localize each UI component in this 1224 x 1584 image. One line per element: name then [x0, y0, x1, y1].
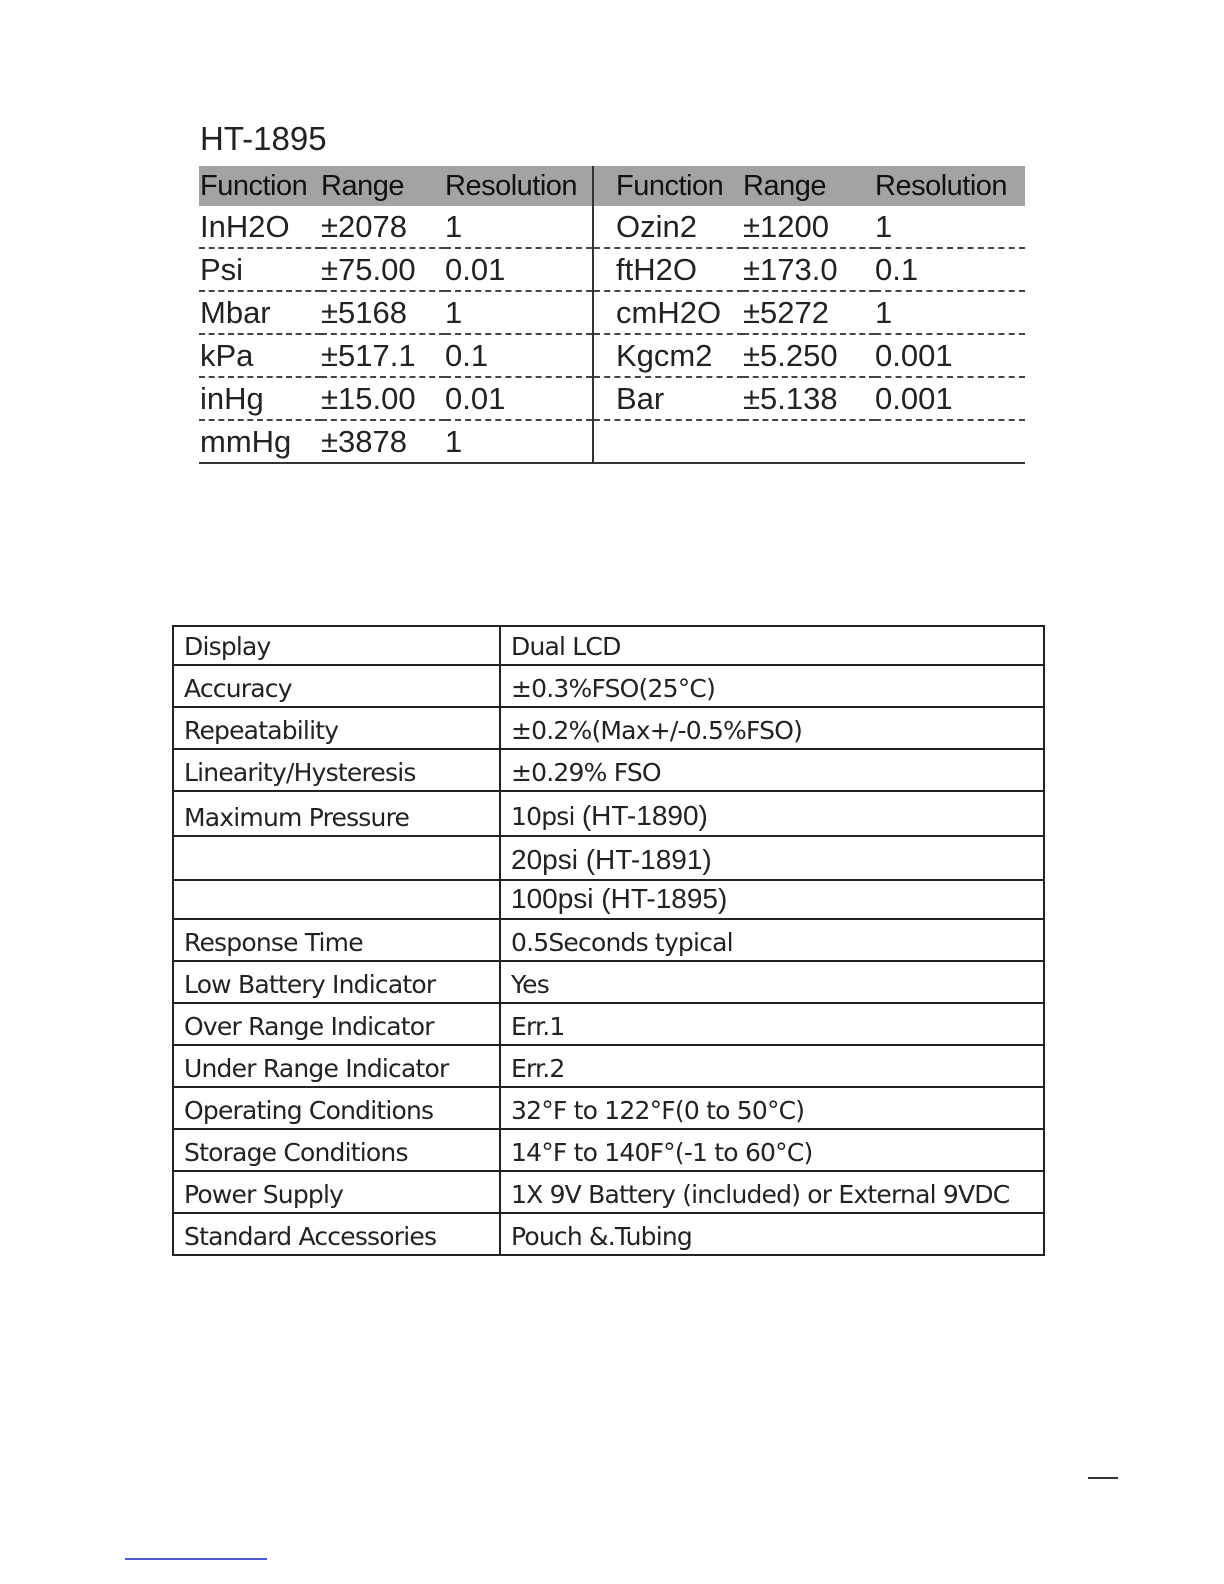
spec-label: Repeatability [173, 707, 500, 749]
cell-range [743, 420, 875, 463]
spec-label: Linearity/Hysteresis [173, 749, 500, 791]
header-range-2: Range [743, 166, 875, 206]
cell-function [593, 420, 743, 463]
spec-label: Response Time [173, 919, 500, 961]
spec-value: 20psi (HT-1891) [500, 836, 1044, 880]
table-row [173, 1171, 1044, 1213]
spec-value: 1X 9V Battery (included) or External 9VDC [500, 1171, 1044, 1213]
model-title: HT-1895 [200, 120, 327, 157]
spec-value: Yes [500, 961, 1044, 1003]
cell-range: ±5168 [321, 291, 445, 334]
cell-function: mmHg [199, 420, 321, 463]
page-number-dash [1088, 1477, 1118, 1479]
cell-resolution: 1 [875, 206, 1025, 248]
spec-value: ±0.2%(Max+/-0.5%FSO) [500, 707, 1044, 749]
cell-function: Mbar [199, 291, 321, 334]
table-row [173, 1213, 1044, 1255]
spec-label: Operating Conditions [173, 1087, 500, 1129]
cell-resolution: 0.001 [875, 377, 1025, 420]
table-row [199, 291, 1025, 334]
spec-label: Storage Conditions [173, 1129, 500, 1171]
cell-range: ±3878 [321, 420, 445, 463]
range-table [199, 166, 1025, 464]
cell-range: ±173.0 [743, 248, 875, 291]
spec-value-model: (HT-1890) [581, 800, 708, 831]
cell-function: kPa [199, 334, 321, 377]
spec-value: Pouch &.Tubing [500, 1213, 1044, 1255]
table-row [173, 1045, 1044, 1087]
table-row [173, 919, 1044, 961]
cell-range: ±2078 [321, 206, 445, 248]
footer-underline [125, 1558, 267, 1560]
spec-label: Over Range Indicator [173, 1003, 500, 1045]
spec-label [173, 836, 500, 880]
cell-resolution: 1 [445, 291, 593, 334]
cell-function: Ozin2 [593, 206, 743, 248]
spec-value: ±0.3%FSO(25°C) [500, 665, 1044, 707]
table-row [173, 961, 1044, 1003]
cell-range: ±5272 [743, 291, 875, 334]
spec-label: Under Range Indicator [173, 1045, 500, 1087]
cell-function: ftH2O [593, 248, 743, 291]
spec-label: Accuracy [173, 665, 500, 707]
table-row [173, 836, 1044, 880]
header-range-1: Range [321, 166, 445, 206]
spec-value: 0.5Seconds typical [500, 919, 1044, 961]
table-row [173, 749, 1044, 791]
cell-resolution: 0.01 [445, 248, 593, 291]
table-row [199, 377, 1025, 420]
cell-function: Kgcm2 [593, 334, 743, 377]
cell-range: ±15.00 [321, 377, 445, 420]
cell-function: inHg [199, 377, 321, 420]
cell-resolution: 0.1 [875, 248, 1025, 291]
table-row [173, 1003, 1044, 1045]
spec-value: Err.1 [500, 1003, 1044, 1045]
header-function-2: Function [593, 166, 743, 206]
cell-range: ±5.138 [743, 377, 875, 420]
cell-resolution: 1 [445, 206, 593, 248]
table-row [199, 334, 1025, 377]
table-row [173, 791, 1044, 836]
cell-range: ±1200 [743, 206, 875, 248]
cell-function: InH2O [199, 206, 321, 248]
header-resolution-1: Resolution [445, 166, 593, 206]
cell-resolution [875, 420, 1025, 463]
spec-value: 14°F to 140F°(-1 to 60°C) [500, 1129, 1044, 1171]
spec-value: 32°F to 122°F(0 to 50°C) [500, 1087, 1044, 1129]
spec-label [173, 880, 500, 919]
cell-function: Psi [199, 248, 321, 291]
spec-table [172, 625, 1045, 1256]
spec-value: 100psi (HT-1895) [500, 880, 1044, 919]
cell-resolution: 1 [875, 291, 1025, 334]
spec-value: ±0.29% FSO [500, 749, 1044, 791]
spec-value [500, 791, 1044, 836]
cell-function: cmH2O [593, 291, 743, 334]
spec-label: Low Battery Indicator [173, 961, 500, 1003]
table-row [173, 1129, 1044, 1171]
spec-label: Standard Accessories [173, 1213, 500, 1255]
table-row [173, 707, 1044, 749]
table-row [173, 626, 1044, 665]
spec-value-main: 10psi [511, 802, 575, 831]
header-resolution-2: Resolution [875, 166, 1025, 206]
cell-resolution: 0.1 [445, 334, 593, 377]
table-row [199, 420, 1025, 463]
table-row [199, 206, 1025, 248]
spec-label: Power Supply [173, 1171, 500, 1213]
range-table-header [199, 166, 1025, 206]
spec-value: Err.2 [500, 1045, 1044, 1087]
table-row [199, 248, 1025, 291]
cell-resolution: 1 [445, 420, 593, 463]
table-row [173, 665, 1044, 707]
header-function-1: Function [199, 166, 321, 206]
table-row [173, 1087, 1044, 1129]
spec-label: Display [173, 626, 500, 665]
cell-function: Bar [593, 377, 743, 420]
cell-range: ±75.00 [321, 248, 445, 291]
spec-value: Dual LCD [500, 626, 1044, 665]
table-row [173, 880, 1044, 919]
spec-label: Maximum Pressure [173, 791, 500, 836]
cell-resolution: 0.01 [445, 377, 593, 420]
cell-range: ±517.1 [321, 334, 445, 377]
cell-range: ±5.250 [743, 334, 875, 377]
cell-resolution: 0.001 [875, 334, 1025, 377]
